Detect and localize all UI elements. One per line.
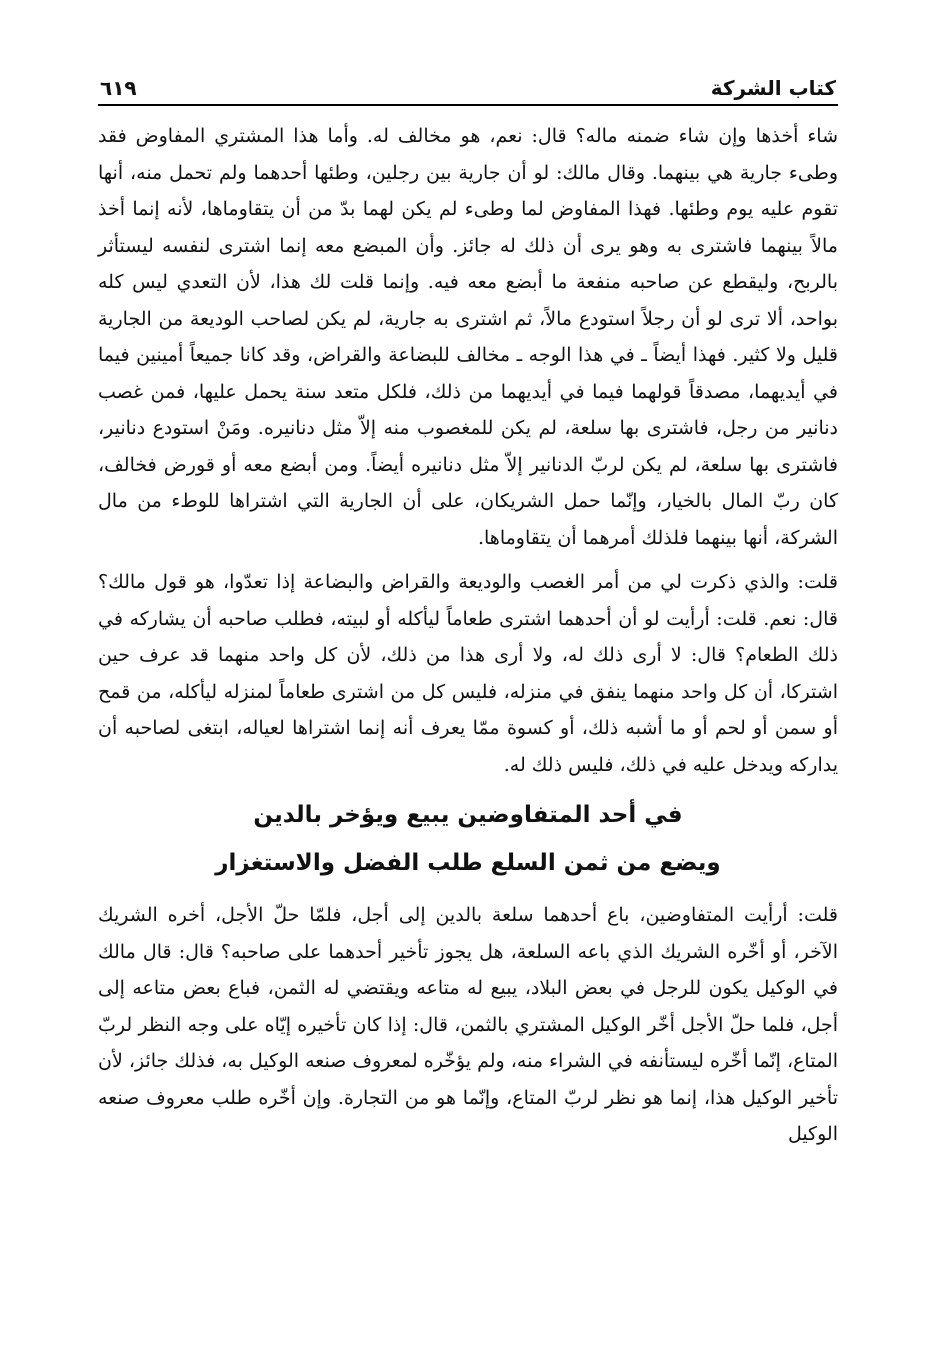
body-paragraph: قلت: أرأيت المتفاوضين، باع أحدهما سلعة بالدين إلى أجل، فلمّا حلّ الأجل، أخره الشريك الآخر، أو أخّره الشريك الذي باعه السلعة، هل يجوز تأخير أحدهما على صاحبه؟ قال: قال مالك في الوكيل يكون للرجل في بعض البلاد، يبيع له متاعه ويقتضي له الثمن، فباع بعض متاعه إلى أجل، فلما حلّ الأجل أخّر الوكيل المشتري بالثمن، قال: إذا كان تأخيره إيّاه على وجه النظر لربّ المتاع، إنّما أخّره ليستأنفه في الشراء منه، ولم يؤخّره لمعروف صنعه الوكيل به، فذلك جائز، لأن تأخير الوكيل هذا، إنما هو نظر لربّ المتاع، وإنّما هو من التجارة. وإن أخّره طلب معروف صنعه الوكيل bbox=[98, 904, 838, 1145]
page-number: ٦١٩ bbox=[100, 76, 137, 100]
body-paragraph: قلت: والذي ذكرت لي من أمر الغصب والوديعة والقراض والبضاعة إذا تعدّوا، هو قول مالك؟ قال: نعم. قلت: أرأيت لو أن أحدهما اشترى طعاماً ليأكله أو لبيته، فطلب صاحبه أن يشاركه في ذلك الطعام؟ قال: لا أرى ذلك له، ولا أرى هذا من ذلك، لأن كل واحد منهما قد عرف حين اشتركا، أن كل واحد منهما ينفق في منزله، فليس كل من اشترى طعاماً لمنزله ليأكله، من قمح أو سمن أو لحم أو ما أشبه ذلك، أو كسوة ممّا يعرف أنه إنما اشتراها لعياله، ابتغى لصاحبه أن يداركه ويدخل عليه في ذلك، فليس ذلك له. bbox=[98, 571, 838, 776]
section-heading bbox=[98, 791, 838, 887]
body-paragraph: شاء أخذها وإن شاء ضمنه ماله؟ قال: نعم، هو مخالف له. وأما هذا المشتري المفاوض فقد وطىء جارية هي بينهما. وقال مالك: لو أن جارية بين رجلين، وطئها أحدهما ولم تحمل منه، أنها تقوم عليه يوم وطئها. فهذا المفاوض لما وطىء لم يكن لهما بدّ من أن يتقاوماها، لأنه إنما أخذ مالاً بينهما فاشترى به وهو يرى أن ذلك له جائز. وأن المبضع معه إنما اشترى لنفسه ليستأثر بالربح، وليقطع عن صاحبه منفعة ما أبضع معه فيه. وإنما قلت لك هذا، لأن التعدي ليس كله بواحد، ألا ترى لو أن رجلاً استودع مالاً، ثم اشترى به جارية، لم يكن لصاحب الوديعة من الجارية قليل ولا كثير. فهذا أيضاً ـ في هذا الوجه ـ مخالف للبضاعة والقراض، وقد كانا جميعاً أمينين فيما في أيديهما، مصدقاً قولهما فيما في أيديهما من ذلك، فلكل متعد سنة يحمل عليها، فمن غصب دنانير من رجل، فاشترى بها سلعة، لم يكن للمغصوب منه إلاّ مثل دنانيره. ومَنْ استودع دنانير، فاشترى بها سلعة، لم يكن لربّ الدنانير إلاّ مثل دنانيره أيضاً. ومن أبضع معه أو قورض فخالف، كان ربّ المال بالخيار، وإنّما حمل الشريكان، على أن الجارية التي اشتراها للوطء من مال الشركة، أنها بينهما فلذلك أمرهما أن يتقاوماها. bbox=[98, 125, 838, 549]
section-heading-line: في أحد المتفاوضين يبيع ويؤخر بالدين bbox=[253, 802, 683, 828]
book-page bbox=[98, 60, 838, 1153]
running-head bbox=[98, 60, 838, 100]
header-rule bbox=[98, 104, 838, 106]
running-head-title: كتاب الشركة bbox=[710, 76, 836, 100]
section-heading-line: ويضع من ثمن السلع طلب الفضل والاستغزار bbox=[215, 850, 721, 876]
